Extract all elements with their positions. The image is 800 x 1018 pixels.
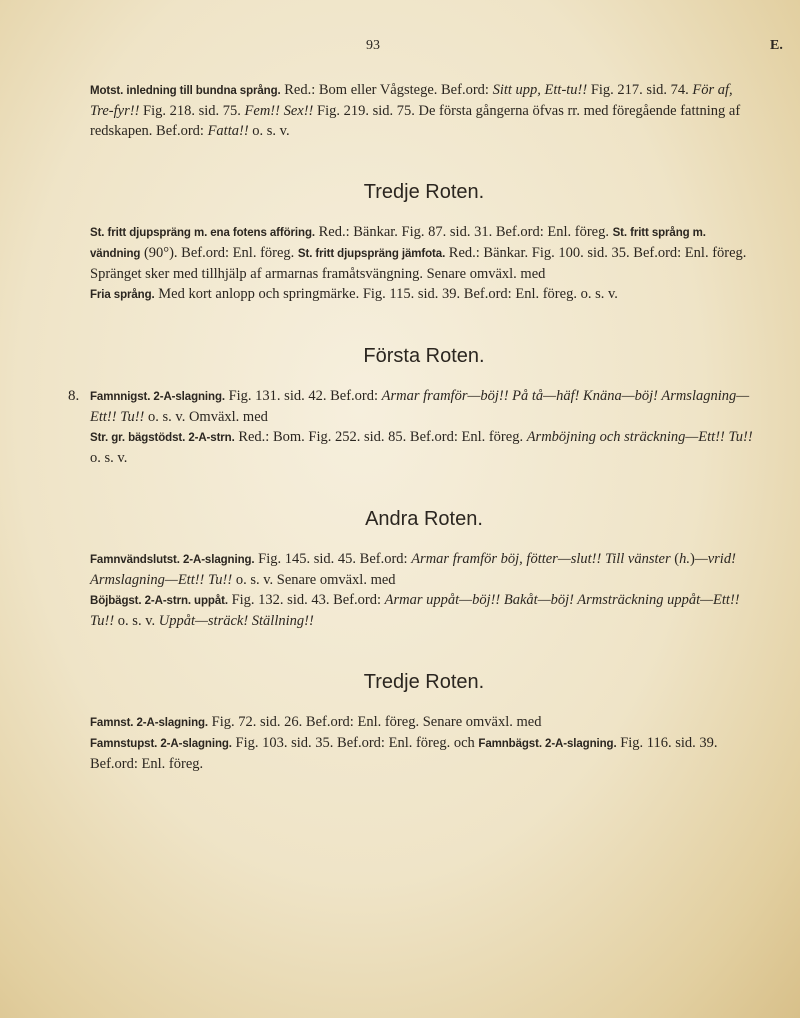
body-text: Fig. 217. sid. 74. (587, 82, 693, 98)
exercise-name: Famnst. 2-A-slagning. (90, 717, 209, 729)
body-text: Red.: Bom eller Vågstege. Bef.ord: (280, 82, 493, 98)
body-text: ( (670, 551, 680, 567)
command-text: Uppåt—sträck! Ställning!! (158, 613, 314, 629)
body-text: Fig. 72. sid. 26. Bef.ord: Enl. föreg. Senare omväxl. med (208, 714, 542, 730)
command-text: För af, Tre-fyr!! (90, 82, 733, 119)
body-text: Fig. 219. sid. 75. De första gångerna öfvas rr. med föregående fattning af redskapen. Bef.ord: (90, 103, 741, 139)
body-text: o. s. v. Senare omväxl. med (232, 572, 396, 588)
page-number: 93 (366, 38, 380, 53)
body-text: o. s. v. (90, 450, 128, 466)
exercise-name: Famnvändslutst. 2-A-slagning. (90, 554, 255, 566)
command-text: Sitt upp, Ett-tu!! (492, 82, 588, 98)
exercise-name: Famnstupst. 2-A-slagning. (90, 738, 232, 750)
paragraph (90, 590, 758, 631)
exercise-name: St. fritt djupspräng m. ena fotens afföring. (90, 227, 315, 239)
body-text: ) (689, 551, 695, 567)
body-text: o. s. v. (248, 123, 290, 139)
body-text: (90°). Bef.ord: Enl. föreg. (140, 245, 298, 261)
paragraph (90, 284, 758, 305)
command-text: Armar framför—böj!! På tå—häf! Knäna—böj! Armslagning—Ett!! Tu!! (90, 388, 750, 425)
section-heading: Tredje Roten. (363, 181, 485, 203)
document-body (68, 80, 758, 774)
body-text: Fig. 103. sid. 35. Bef.ord: Enl. föreg. och (231, 735, 479, 751)
exercise-name: Böjbägst. 2-A-strn. uppåt. (90, 595, 228, 607)
body-text: Med kort anlopp och springmärke. Fig. 115. sid. 39. Bef.ord: Enl. föreg. o. s. v. (154, 286, 618, 302)
body-text: Fig. 132. sid. 43. Bef.ord: (227, 592, 385, 608)
page-header (0, 38, 800, 62)
header-letter: E. (770, 38, 783, 53)
paragraph (90, 549, 758, 590)
paragraph (90, 80, 758, 141)
exercise-name: Famnnigst. 2-A-slagning. (90, 391, 225, 403)
section-heading: Första Roten. (363, 345, 485, 367)
exercise-name: St. fritt djupspräng jämfota. (297, 248, 446, 260)
body-text: Red.: Bänkar. Fig. 87. sid. 31. Bef.ord: Enl. föreg. (314, 224, 613, 240)
body-text: Red.: Bänkar. Fig. 100. sid. 35. Bef.ord: Enl. föreg. Spränget sker med tillhjälp af armarnas framåtsvängning. Senare omväxl. med (90, 245, 747, 282)
command-text: —vrid! Armslagning—Ett!! Tu!! (90, 551, 736, 588)
exercise-name: Famnbägst. 2-A-slagning. (478, 738, 617, 750)
exercise-name: St. fritt språng m. vändning (90, 227, 706, 260)
body-text: Fig. 218. sid. 75. (139, 103, 245, 119)
body-text: o. s. v. (114, 613, 159, 629)
command-text: Fatta!! (207, 123, 249, 139)
paragraph (90, 427, 758, 468)
paragraph (68, 386, 758, 427)
command-text: Fem!! Sex!! (244, 103, 314, 119)
body-text: Fig. 116. sid. 39. Bef.ord: Enl. föreg. (90, 735, 718, 772)
command-text: h. (679, 551, 690, 567)
margin-number: 8. (68, 388, 80, 404)
body-text: Fig. 145. sid. 45. Bef.ord: (254, 551, 412, 567)
body-text: Fig. 131. sid. 42. Bef.ord: (224, 388, 382, 404)
body-text: Red.: Bom. Fig. 252. sid. 85. Bef.ord: Enl. föreg. (234, 429, 527, 445)
paragraph (90, 733, 758, 774)
command-text: Armar framför böj, fötter—slut!! Till vänster (411, 551, 671, 567)
section-heading: Tredje Roten. (363, 671, 485, 693)
paragraph (90, 222, 758, 284)
command-text: Armar uppåt—böj!! Bakåt—böj! Armsträckning uppåt—Ett!! Tu!! (90, 592, 740, 629)
paragraph (90, 712, 758, 733)
command-text: Armböjning och sträckning—Ett!! Tu!! (526, 429, 753, 445)
exercise-name: Motst. inledning till bundna språng. (90, 85, 281, 97)
body-text: o. s. v. Omväxl. med (144, 409, 268, 425)
section-heading: Andra Roten. (365, 508, 483, 530)
exercise-name: Str. gr. bägstödst. 2-A-strn. (90, 432, 235, 444)
exercise-name: Fria språng. (90, 289, 155, 301)
